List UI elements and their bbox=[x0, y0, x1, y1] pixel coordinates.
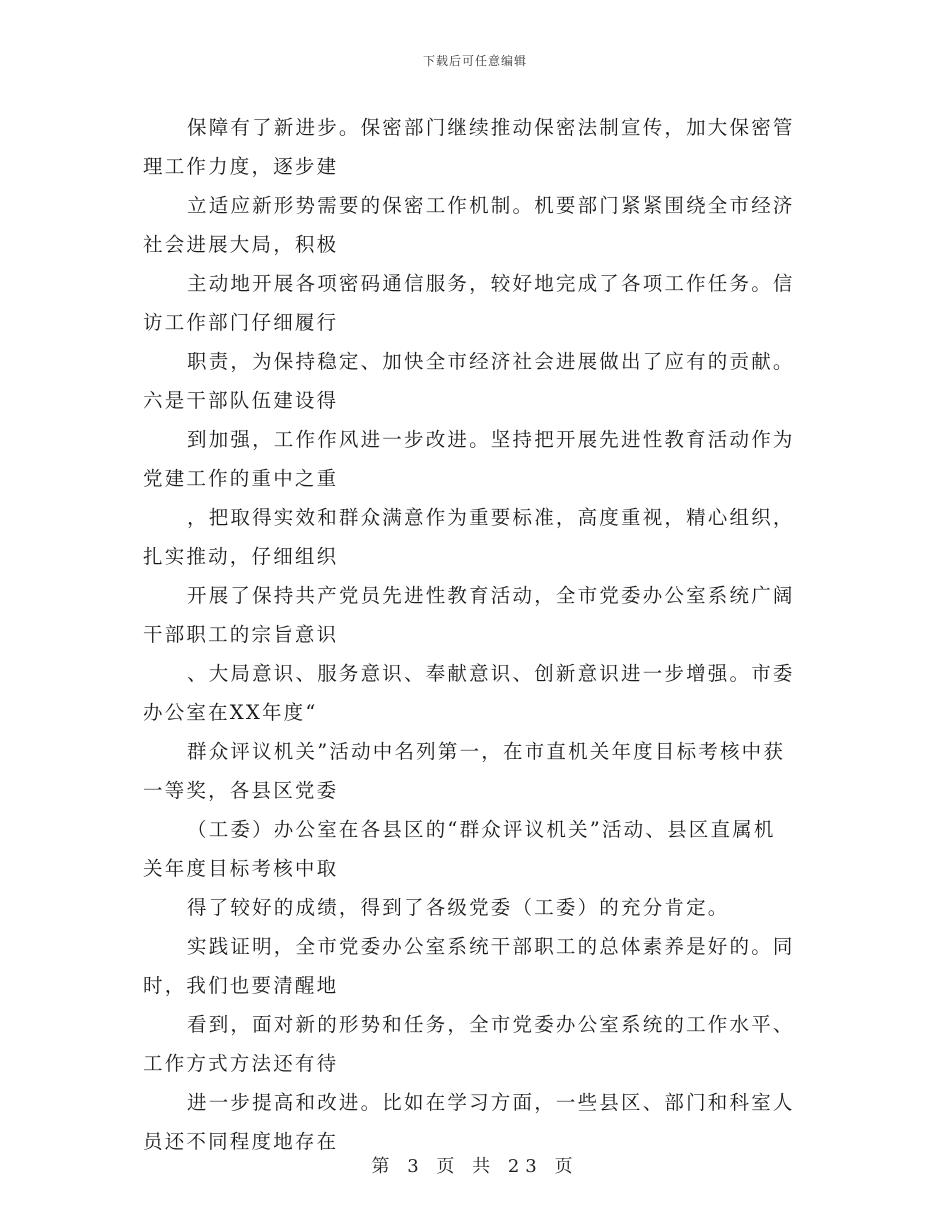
paragraph-continuation: 六是干部队伍建设得 bbox=[143, 389, 339, 412]
paragraph-continuation: 一等奖，各县区党委 bbox=[143, 779, 339, 802]
paragraph-first-line: （工委）办公室在各县区的“群众评议机关”活动、县区直属机 bbox=[187, 818, 776, 841]
page-number-footer: 第 3 页 共 23 页 bbox=[371, 1156, 579, 1177]
paragraph bbox=[143, 108, 803, 186]
paragraph bbox=[143, 654, 803, 732]
paragraph-continuation: 干部职工的宗旨意识 bbox=[143, 623, 339, 646]
paragraph-continuation: 社会进展大局，积极 bbox=[143, 233, 339, 256]
paragraph-first-line: 主动地开展各项密码通信服务，较好地完成了各项工作任务。信 bbox=[187, 272, 795, 295]
paragraph-first-line: 开展了保持共产党员先进性教育活动，全市党委办公室系统广阔 bbox=[187, 584, 795, 607]
paragraph bbox=[143, 420, 803, 498]
paragraph bbox=[143, 576, 803, 654]
paragraph-first-line: 群众评议机关”活动中名列第一，在市直机关年度目标考核中获 bbox=[187, 740, 786, 763]
body-text bbox=[143, 108, 803, 1161]
paragraph bbox=[143, 888, 803, 927]
paragraph-first-line: 职责，为保持稳定、加快全市经济社会进展做出了应有的贡献。 bbox=[187, 350, 795, 373]
paragraph bbox=[143, 264, 803, 342]
paragraph-first-line: 看到，面对新的形势和任务，全市党委办公室系统的工作水平、 bbox=[187, 1013, 795, 1036]
paragraph-continuation: 办公室在XX年度“ bbox=[143, 701, 318, 724]
paragraph-continuation: 员还不同程度地存在 bbox=[143, 1130, 339, 1153]
paragraph-first-line: 进一步提高和改进。比如在学习方面，一些县区、部门和科室人 bbox=[187, 1091, 795, 1114]
header-note: 下载后可任意编辑 bbox=[422, 54, 527, 68]
paragraph bbox=[143, 810, 803, 888]
paragraph-continuation: 理工作力度，逐步建 bbox=[143, 155, 339, 178]
paragraph-first-line: 、大局意识、服务意识、奉献意识、创新意识进一步增强。市委 bbox=[187, 662, 795, 685]
paragraph-first-line: 保障有了新进步。保密部门继续推动保密法制宣传，加大保密管 bbox=[187, 116, 795, 139]
paragraph-continuation: 党建工作的重中之重 bbox=[143, 467, 339, 490]
paragraph-first-line: ，把取得实效和群众满意作为重要标准，高度重视，精心组织， bbox=[187, 506, 795, 529]
paragraph-first-line: 得了较好的成绩，得到了各级党委（工委）的充分肯定。 bbox=[187, 896, 730, 919]
paragraph-first-line: 立适应新形势需要的保密工作机制。机要部门紧紧围绕全市经济 bbox=[187, 194, 795, 217]
paragraph-continuation: 时，我们也要清醒地 bbox=[143, 974, 339, 997]
paragraph bbox=[143, 186, 803, 264]
paragraph bbox=[143, 342, 803, 420]
paragraph-first-line: 实践证明，全市党委办公室系统干部职工的总体素养是好的。同 bbox=[187, 935, 795, 958]
paragraph bbox=[143, 498, 803, 576]
paragraph-continuation: 扎实推动，仔细组织 bbox=[143, 545, 339, 568]
paragraph bbox=[143, 927, 803, 1005]
paragraph-continuation: 关年度目标考核中取 bbox=[143, 857, 339, 880]
paragraph bbox=[143, 732, 803, 810]
paragraph-first-line: 到加强，工作作风进一步改进。坚持把开展先进性教育活动作为 bbox=[187, 428, 795, 451]
paragraph-continuation: 访工作部门仔细履行 bbox=[143, 311, 339, 334]
paragraph bbox=[143, 1083, 803, 1161]
paragraph bbox=[143, 1005, 803, 1083]
paragraph-continuation: 工作方式方法还有待 bbox=[143, 1052, 339, 1075]
